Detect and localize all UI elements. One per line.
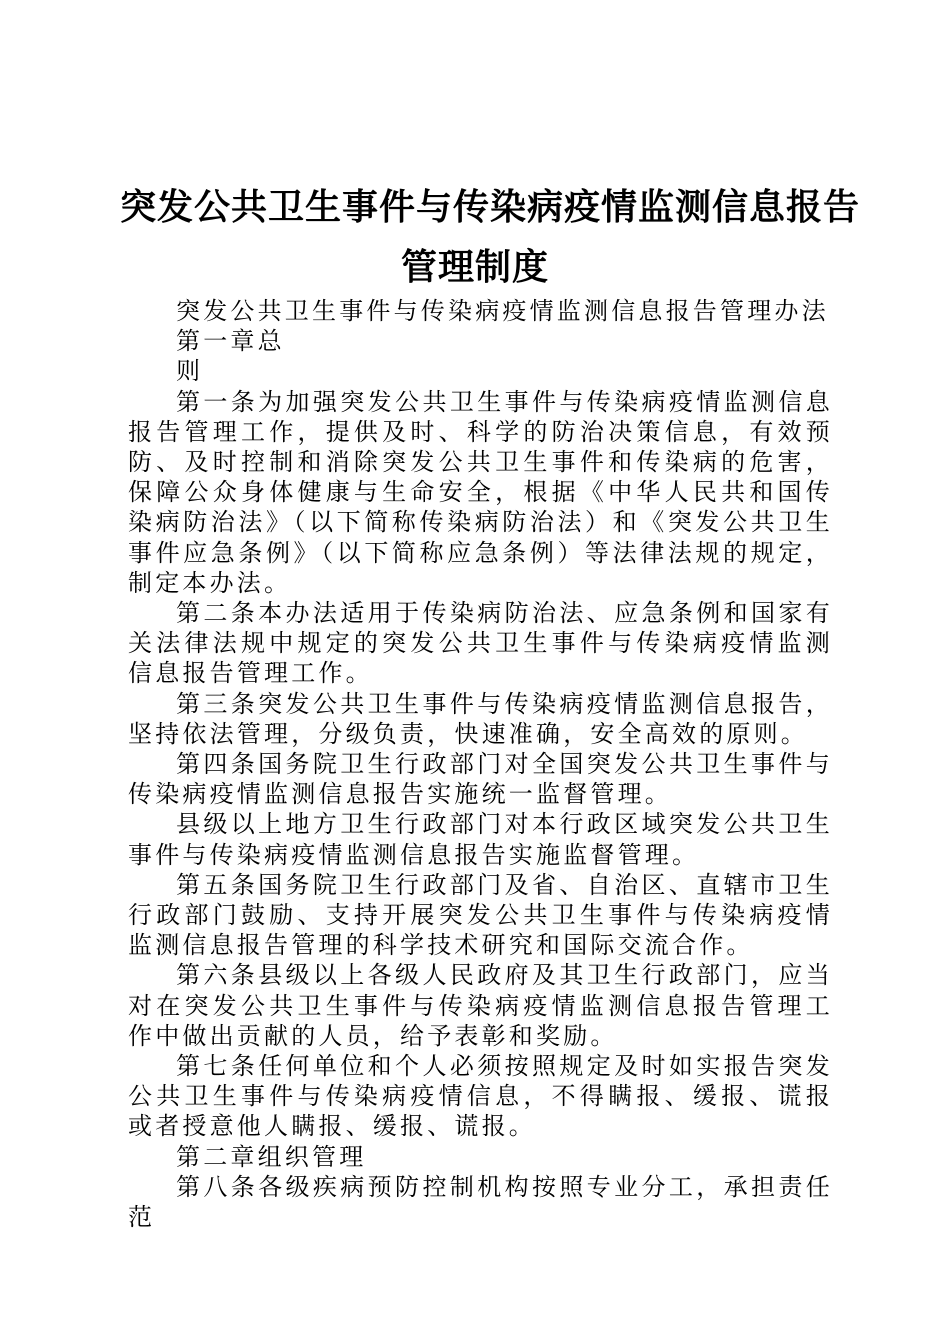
paragraph-subtitle: 突发公共卫生事件与传染病疫情监测信息报告管理办法 xyxy=(176,297,829,325)
document-body xyxy=(128,296,833,1232)
article-3: 第三条突发公共卫生事件与传染病疫情监测信息报告，坚持依法管理，分级负责，快速准确，安全高效的原则。 xyxy=(128,689,833,748)
article-4: 第四条国务院卫生行政部门对全国突发公共卫生事件与传染病疫情监测信息报告实施统一监督管理。 xyxy=(128,750,833,809)
chapter-heading-1a: 第一章总 xyxy=(176,327,285,356)
article-5: 第五条国务院卫生行政部门及省、自治区、直辖市卫生行政部门鼓励、支持开展突发公共卫生事件与传染病疫情监测信息报告管理的科学技术研究和国际交流合作。 xyxy=(128,870,833,960)
article-6: 第六条县级以上各级人民政府及其卫生行政部门，应当对在突发公共卫生事件与传染病疫情监测信息报告管理工作中做出贡献的人员，给予表彰和奖励。 xyxy=(128,961,833,1050)
chapter-heading-1b: 则 xyxy=(176,357,204,386)
article-1: 第一条为加强突发公共卫生事件与传染病疫情监测信息报告管理工作，提供及时、科学的防治决策信息，有效预防、及时控制和消除突发公共卫生事件和传染病的危害，保障公众身体健康与生命安全，根据《中华人民共和国传染病防治法》（以下简称传染病防治法）和《突发公共卫生事件应急条例》（以下简称应急条例）等法律法规的规定，制定本办法。 xyxy=(128,387,833,597)
article-2: 第二条本办法适用于传染病防治法、应急条例和国家有关法律法规中规定的突发公共卫生事件与传染病疫情监测信息报告管理工作。 xyxy=(128,599,833,688)
document-title-line1: 突发公共卫生事件与传染病疫情监测信息报告 xyxy=(120,187,861,228)
article-8: 第八条各级疾病预防控制机构按照专业分工，承担责任范 xyxy=(128,1172,833,1232)
document-title-line2: 管理制度 xyxy=(400,247,549,288)
chapter-heading-2: 第二章组织管理 xyxy=(176,1142,367,1171)
article-7: 第七条任何单位和个人必须按照规定及时如实报告突发公共卫生事件与传染病疫情信息，不得瞒报、缓报、谎报或者授意他人瞒报、缓报、谎报。 xyxy=(128,1052,833,1141)
article-4-clause-2: 县级以上地方卫生行政部门对本行政区域突发公共卫生事件与传染病疫情监测信息报告实施监督管理。 xyxy=(128,810,833,869)
